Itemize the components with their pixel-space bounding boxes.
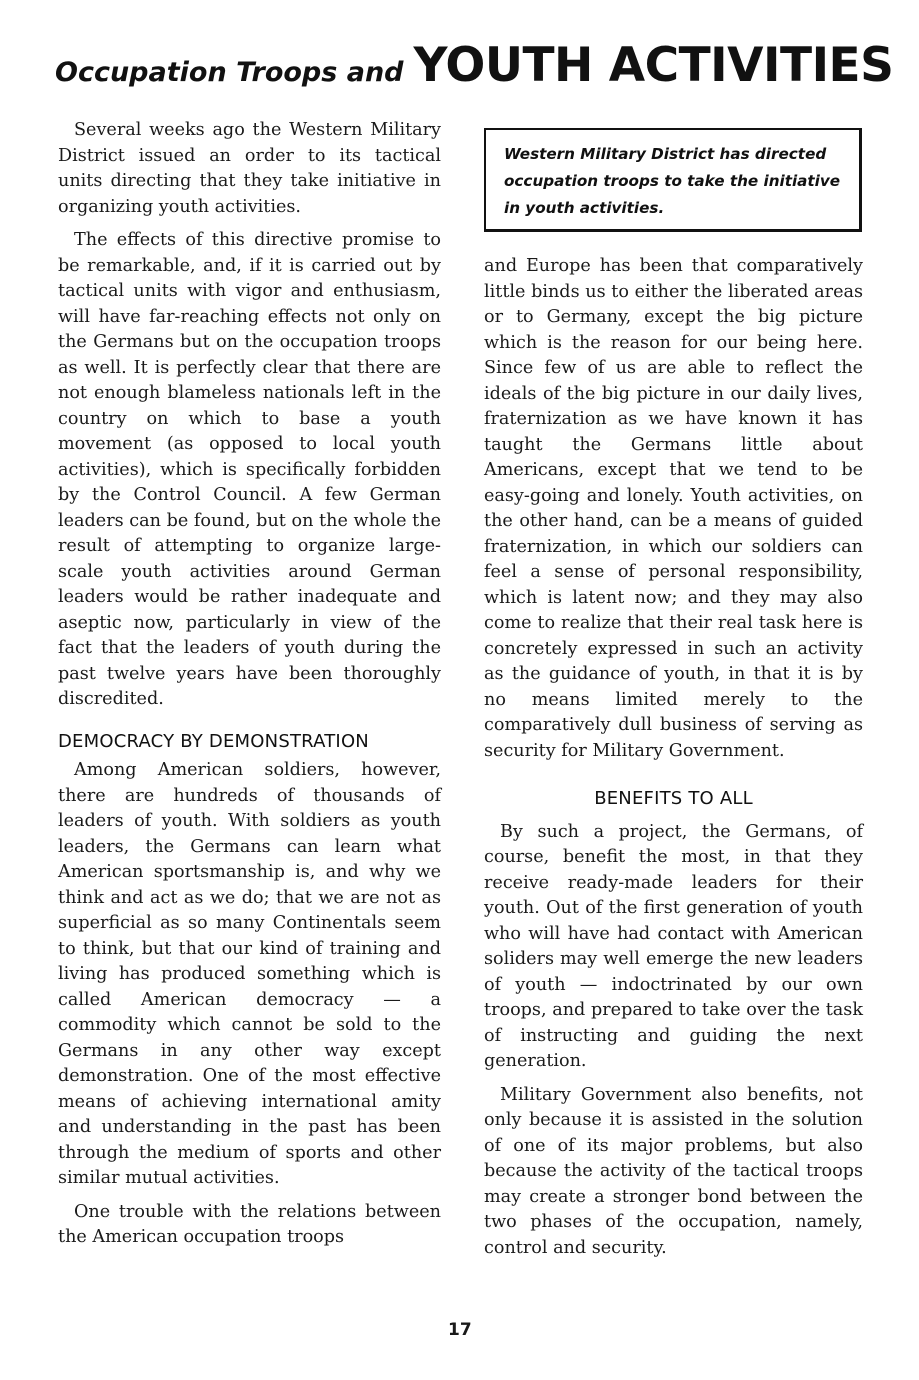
section-heading-democracy: DEMOCRACY BY DEMONSTRATION [58, 730, 369, 752]
title-main: YOUTH ACTIVITIES [413, 38, 894, 93]
paragraph: One trouble with the relations between the American occupation troops [58, 1201, 441, 1247]
paragraph: Military Government also benefits, not only because it is assisted in the solution of one of its major problems, but also because the activity of the tactical troops may create a stronger bond between the two phases of the occupation, namely, control and security. [484, 1084, 863, 1258]
paragraph: The effects of this directive promise to be remarkable, and, if it is carried out by tactical units with vigor and enthusiasm, will have far-reaching effects not only on the Germans but on the occupation troops as well. It is perfectly clear that there are not enough blameless nationals left in the country on which to base a youth movement (as opposed to local youth activities), which is specifically forbidden by the Control Council. A few German leaders can be found, but on the whole the result of attempting to organize large-scale youth activities around German leaders would be rather inadequate and aseptic now, particularly in view of the fact that the leaders of youth during the past twelve years have been thoroughly discredited. [58, 230, 441, 709]
paragraph: Several weeks ago the Western Military District issued an order to its tactical units directing that they take initiative in organizing youth activities. [58, 120, 441, 217]
paragraph: By such a project, the Germans, of course, benefit the most, in that they receive ready-made leaders for their youth. Out of the first generation of youth who will have had contact with American soliders may well emerge the new leaders of youth — indoctrinated by our own troops, and prepared to take over the task of instructing and guiding the next generation. [484, 821, 863, 1071]
page-number: 17 [448, 1320, 472, 1340]
pull-quote-box: Western Military District has directed occupation troops to take the initiative in youth activities. [484, 128, 862, 232]
paragraph: and Europe has been that comparatively little binds us to either the liberated areas or to Germany, except the big picture which is the reason for our being here. Since few of us are able to reflect the ideals of the big picture in our daily lives, fraternization as we have known it has taught the Germans little about Americans, except that we tend to be easy-going and lonely. Youth activities, on the other hand, can be a means of guided fraternization, in which our soldiers can feel a sense of personal responsibility, which is latent now; and they may also come to realize that their real task here is concretely expressed in such an activity as the guidance of youth, in that it is by no means limited merely to the comparatively dull business of serving as security for Military Government. [484, 256, 863, 761]
article-title [55, 38, 894, 100]
section-heading-benefits: BENEFITS TO ALL [594, 788, 753, 809]
paragraph: Among American soldiers, however, there are hundreds of thousands of leaders of youth. With soldiers as youth leaders, the Germans can learn what American sportsmanship is, and why we think and act as we do; that we are not as superficial as so many Continentals seem to think, but that our kind of training and living has produced something which is called American democracy — a commodity which cannot be sold to the Germans in any other way except demonstration. One of the most effective means of achieving international amity and understanding in the past has been through the medium of sports and other similar mutual activities. [58, 760, 441, 1188]
right-column [484, 254, 863, 1269]
title-prefix: Occupation Troops and [55, 57, 404, 88]
left-column [58, 118, 441, 1259]
